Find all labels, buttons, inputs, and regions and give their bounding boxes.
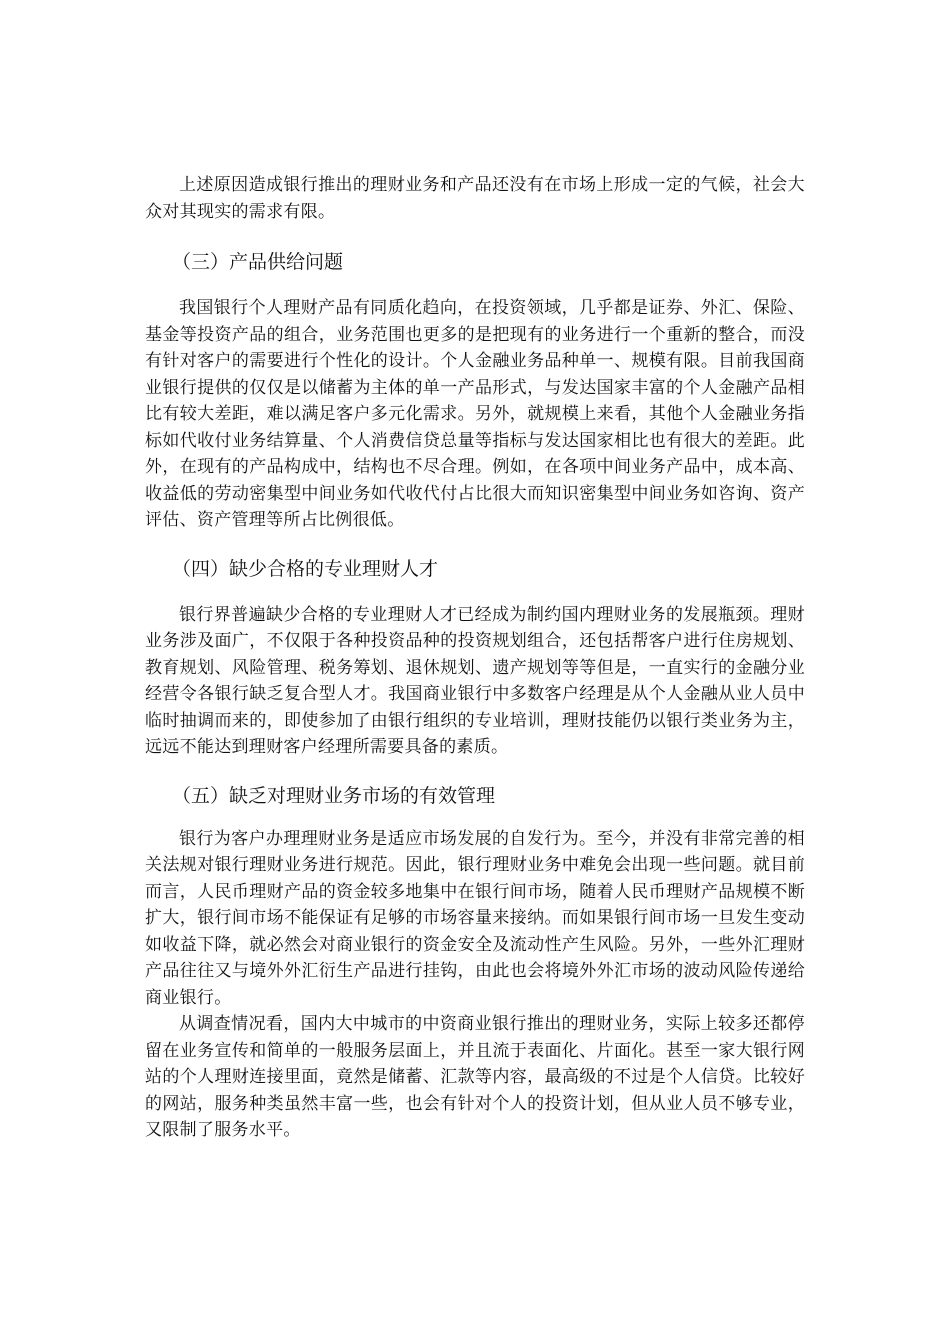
section-paragraph: 从调查情况看，国内大中城市的中资商业银行推出的理财业务，实际上较多还都停留在业务宣传和简单的一般服务层面上，并且流于表面化、片面化。甚至一家大银行网站的个人理财连接里面，竟然是储蓄、汇款等内容，最高级的不过是个人信贷。比较好的网站，服务种类虽然丰富一些，也会有针对个人的投资计划，但从业人员不够专业，又限制了服务水平。 — [145, 1014, 805, 1140]
section-paragraph: 银行界普遍缺少合格的专业理财人才已经成为制约国内理财业务的发展瓶颈。理财业务涉及面广，不仅限于各种投资品种的投资规划组合，还包括帮客户进行住房规划、教育规划、风险管理、税务筹划、退休规划、遗产规划等等但是，一直实行的金融分业经营令各银行缺乏复合型人才。我国商业银行中多数客户经理是从个人金融从业人员中临时抽调而来的，即使参加了由银行组织的专业培训，理财技能仍以银行类业务为主，远远不能达到理财客户经理所需要具备的素质。 — [145, 604, 805, 757]
section-heading-market-management: （五）缺乏对理财业务市场的有效管理 — [172, 784, 496, 807]
section-heading-talent-shortage: （四）缺少合格的专业理财人才 — [172, 557, 439, 580]
section-paragraph: 我国银行个人理财产品有同质化趋向，在投资领域，几乎都是证券、外汇、保险、基金等投资产品的组合，业务范围也更多的是把现有的业务进行一个重新的整合，而没有针对客户的需要进行个性化的设计。个人金融业务品种单一、规模有限。目前我国商业银行提供的仅仅是以储蓄为主体的单一产品形式，与发达国家丰富的个人金融产品相比有较大差距，难以满足客户多元化需求。另外，就规模上来看，其他个人金融业务指标如代收付业务结算量、个人消费信贷总量等指标与发达国家相比也有很大的差距。此外，在现有的产品构成中，结构也不尽合理。例如，在各项中间业务产品中，成本高、收益低的劳动密集型中间业务如代收代付占比很大而知识密集型中间业务如咨询、资产评估、资产管理等所占比例很低。 — [145, 298, 805, 530]
section-paragraph: 银行为客户办理理财业务是适应市场发展的自发行为。至今，并没有非常完善的相关法规对银行理财业务进行规范。因此，银行理财业务中难免会出现一些问题。就目前而言，人民币理财产品的资金较多地集中在银行间市场，随着人民币理财产品规模不断扩大，银行间市场不能保证有足够的市场容量来接纳。而如果银行间市场一旦发生变动如收益下降，就必然会对商业银行的资金安全及流动性产生风险。另外，一些外汇理财产品往往又与境外外汇衍生产品进行挂钩，由此也会将境外外汇市场的波动风险传递给商业银行。 — [145, 828, 805, 1008]
document-body — [145, 172, 805, 1144]
intro-paragraph: 上述原因造成银行推出的理财业务和产品还没有在市场上形成一定的气候，社会大众对其现实的需求有限。 — [145, 175, 805, 222]
section-heading-product-supply: （三）产品供给问题 — [172, 251, 344, 273]
